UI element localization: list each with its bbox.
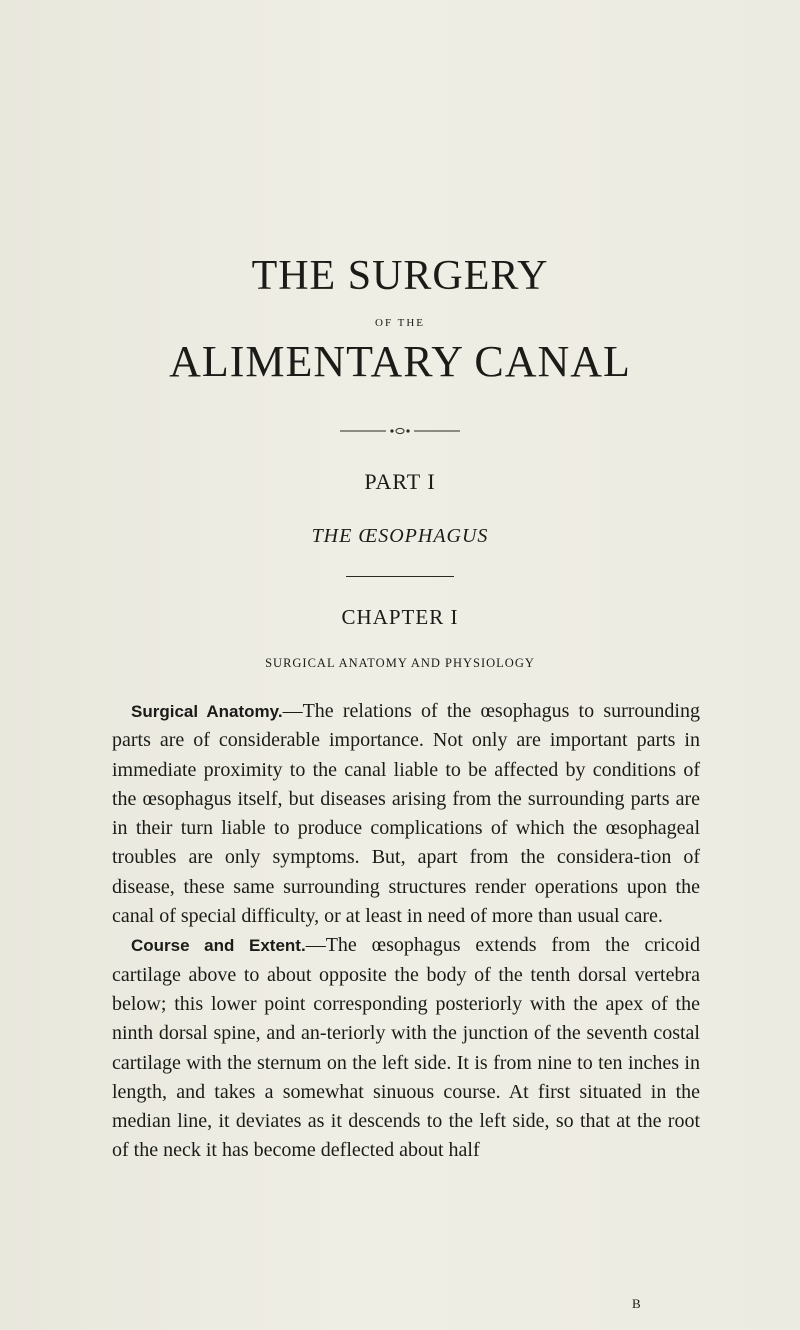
chapter-subtitle: SURGICAL ANATOMY AND PHYSIOLOGY [265,656,535,670]
run-in-heading: Surgical Anatomy. [131,702,283,721]
paragraph-text: —The œsophagus extends from the cricoid cartilage above to about opposite the body of the tenth dorsal vertebra below; this lower point corresponding posteriorly with the apex of the ninth dorsal spine, and an-teriorly with the junction of the seventh costal cartilage with the sternum on the left side. It is from nine to ten inches in length, and takes a somewhat sinuous course. At first situated in the median line, it deviates as it descends to the left side, so that at the root of the neck it has become deflected about half [112,934,700,1162]
chapter-heading: CHAPTER I [341,605,459,629]
book-title-line3: ALIMENTARY CANAL [169,337,631,386]
section-rule [346,576,454,577]
ornament-divider-icon [340,427,460,435]
part-subtitle: THE ŒSOPHAGUS [311,525,489,547]
run-in-heading: Course and Extent. [131,936,306,956]
paragraph-course-and-extent [112,931,700,1165]
body-text [112,697,700,1166]
book-title-connector: OF THE [375,317,425,329]
paragraph-surgical-anatomy [112,697,700,931]
book-title-line1: THE SURGERY [251,253,549,299]
paragraph-text: —The relations of the œsophagus to surrounding parts are of considerable importance. Not only are important parts in immediate proximity to the canal liable to be affected by conditions of the œsophagus itself, but diseases arising from the surrounding parts are in their turn liable to produce complications of which the œsophageal troubles are only symptoms. But, apart from the considera-tion of disease, these same surrounding structures render operations upon the canal of special difficulty, or at least in need of more than usual care. [112,700,700,928]
part-heading: PART I [364,469,436,494]
signature-mark: B [632,1296,642,1311]
